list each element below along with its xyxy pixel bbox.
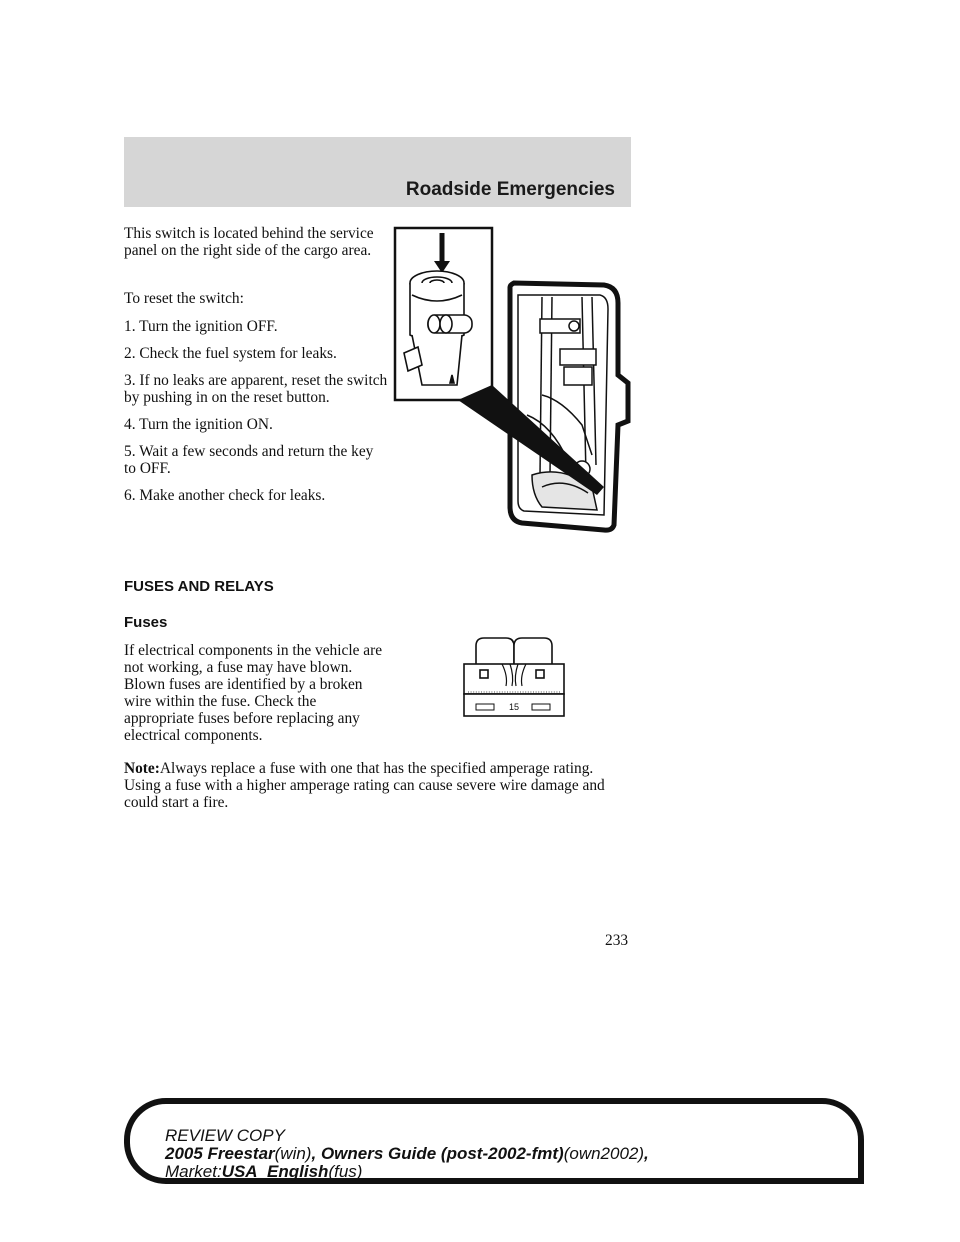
header-band: [124, 137, 631, 207]
footer-model-line: [165, 1144, 649, 1163]
footer-market-line: [165, 1162, 362, 1181]
note-label: Note:: [124, 760, 160, 777]
fuses-paragraph: If electrical components in the vehicle are not working, a fuse may have blown. Blown fuses are identified by a broken wire within the fuse. Check the appropriate fuses before replacing any electrical components.: [124, 642, 383, 744]
inertia-switch-illustration: [392, 225, 636, 535]
step-item: 2. Check the fuel system for leaks.: [124, 345, 337, 362]
section-title: Roadside Emergencies: [405, 179, 615, 200]
review-copy-label: REVIEW COPY: [165, 1126, 285, 1145]
model-name: 2005 Freestar: [165, 1144, 275, 1163]
market-name: USA_English: [221, 1162, 329, 1181]
intro-paragraph: This switch is located behind the service panel on the right side of the cargo area.: [124, 225, 374, 259]
fuse-rating-label: 15: [508, 702, 520, 712]
step-item: 5. Wait a few seconds and return the key to OFF.: [124, 443, 374, 477]
step-item: 1. Turn the ignition OFF.: [124, 318, 278, 335]
reset-steps-list: [124, 318, 389, 514]
step-item: 4. Turn the ignition ON.: [124, 416, 273, 433]
page-number: 233: [605, 932, 629, 949]
model-code: (win): [274, 1144, 312, 1163]
separator: ,: [311, 1144, 321, 1163]
fuses-relays-heading: FUSES AND RELAYS: [124, 578, 274, 595]
market-code: (fus): [328, 1162, 363, 1181]
fuses-subheading: Fuses: [124, 614, 168, 631]
market-label: Market:: [165, 1162, 222, 1181]
reset-prompt: To reset the switch:: [124, 290, 244, 307]
blade-fuse-illustration: [462, 636, 566, 718]
note-paragraph: [124, 760, 624, 811]
guide-code: (own2002): [563, 1144, 645, 1163]
note-text: Always replace a fuse with one that has the specified amperage rating. Using a fuse with a higher amperage rating can cause severe wire damage and could start a fire.: [124, 760, 605, 811]
separator: ,: [644, 1144, 649, 1163]
step-item: 3. If no leaks are apparent, reset the switch by pushing in on the reset button.: [124, 372, 388, 406]
step-item: 6. Make another check for leaks.: [124, 487, 326, 504]
guide-name: Owners Guide (post-2002-fmt): [320, 1144, 564, 1163]
